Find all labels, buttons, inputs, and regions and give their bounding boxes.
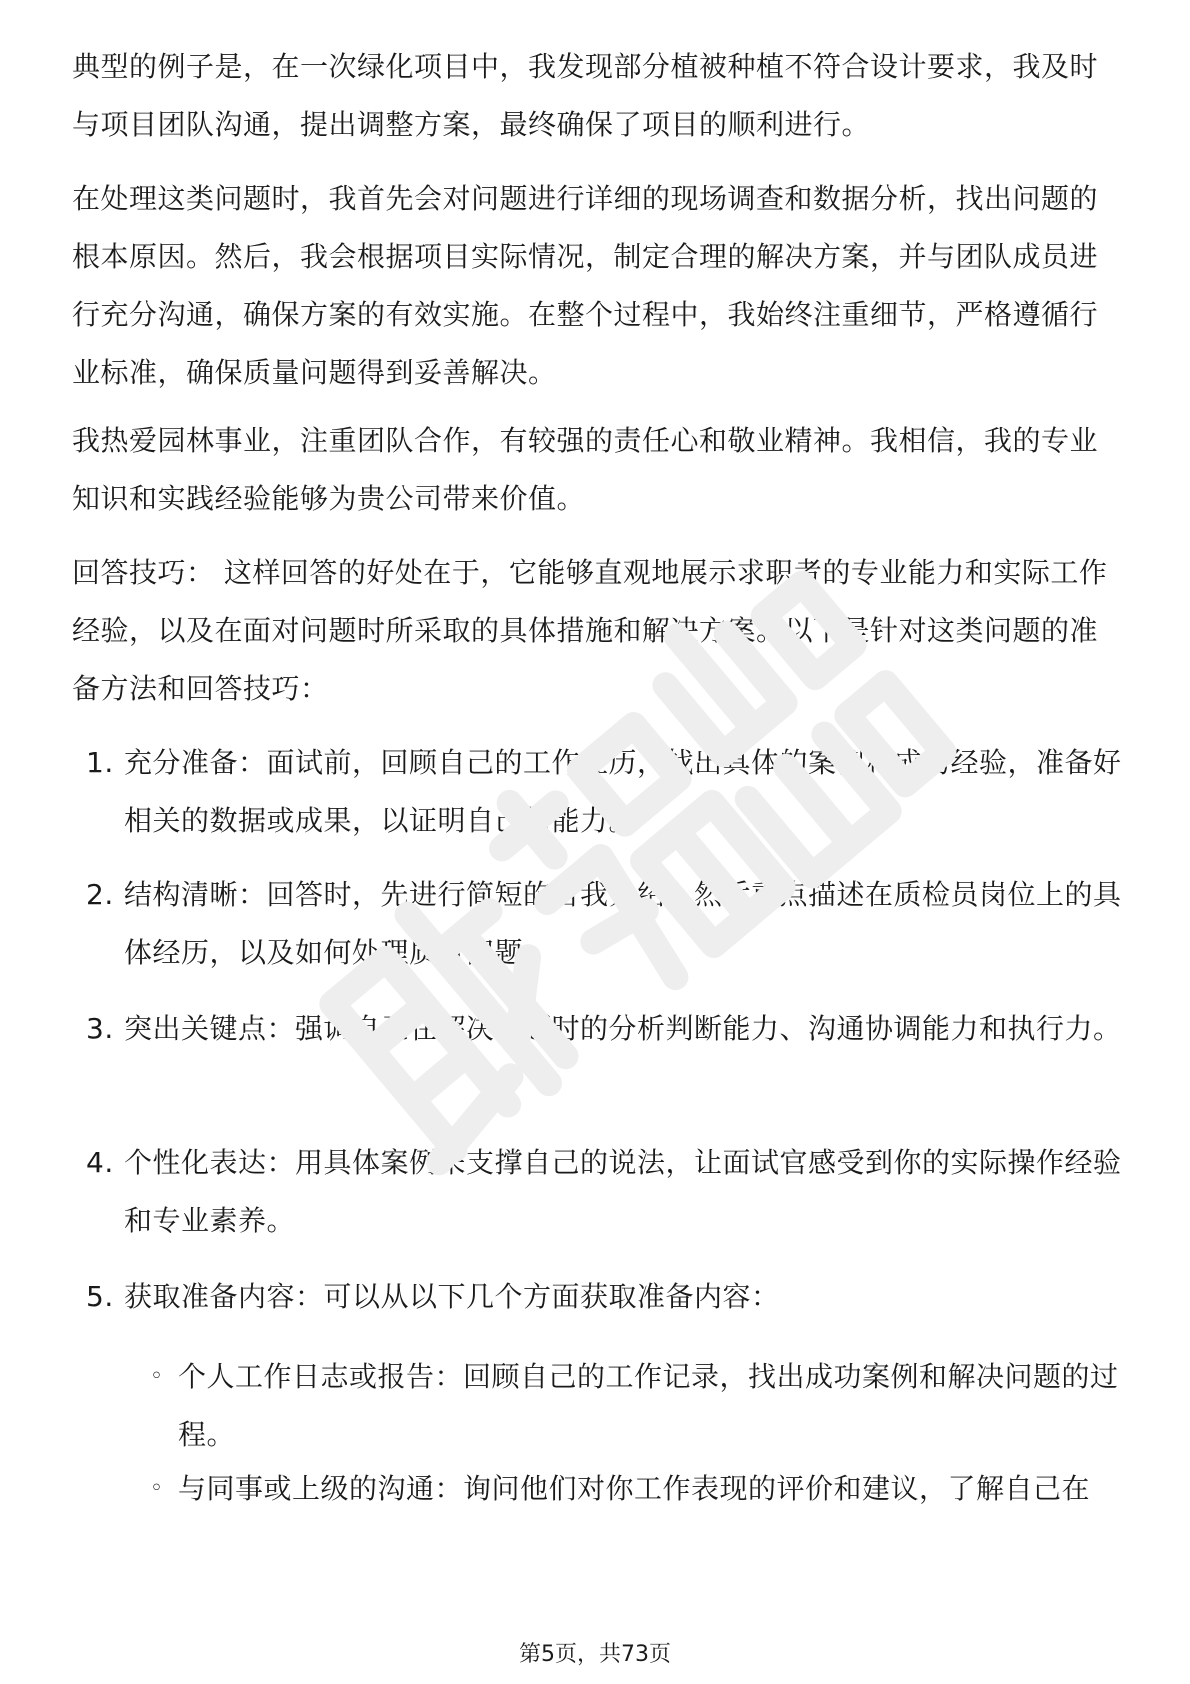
list-item — [72, 1268, 1122, 1326]
list-item — [72, 866, 1122, 982]
page-number-footer: 第5页，共73页 — [519, 1642, 671, 1667]
list-item — [72, 734, 1122, 850]
list-item-number: 2. — [86, 878, 114, 911]
sub-list-item-text: 个人工作日志或报告：回顾自己的工作记录，找出成功案例和解决问题的过程。 — [178, 1360, 1119, 1451]
list-item-number: 5. — [86, 1280, 114, 1313]
list-item-text: 个性化表达：用具体案例来支撑自己的说法，让面试官感受到你的实际操作经验和专业素养。 — [124, 1146, 1122, 1237]
paragraph-example: 典型的例子是，在一次绿化项目中，我发现部分植被种植不符合设计要求，我及时与项目团队沟通，提出调整方案，最终确保了项目的顺利进行。 — [72, 50, 1099, 141]
sub-list-item — [150, 1348, 1122, 1464]
list-item-text: 突出关键点：强调自己在解决问题时的分析判断能力、沟通协调能力和执行力。 — [124, 1012, 1122, 1045]
sub-list-item-text: 与同事或上级的沟通：询问他们对你工作表现的评价和建议，了解自己在 — [178, 1472, 1091, 1505]
paragraph-approach: 在处理这类问题时，我首先会对问题进行详细的现场调查和数据分析，找出问题的根本原因。然后，我会根据项目实际情况，制定合理的解决方案，并与团队成员进行充分沟通，确保方案的有效实施。在整个过程中，我始终注重细节，严格遵循行业标准，确保质量问题得到妥善解决。 — [72, 182, 1099, 389]
paragraph-answer-tips: 回答技巧： 这样回答的好处在于，它能够直观地展示求职者的专业能力和实际工作经验，以及在面对问题时所采取的具体措施和解决方案。以下是针对这类问题的准备方法和回答技巧： — [72, 556, 1108, 705]
list-item-number: 1. — [86, 746, 114, 779]
paragraph-closing: 我热爱园林事业，注重团队合作，有较强的责任心和敬业精神。我相信，我的专业知识和实践经验能够为贵公司带来价值。 — [72, 424, 1099, 515]
list-item — [72, 1134, 1122, 1250]
list-item-number: 3. — [86, 1012, 114, 1045]
list-item-text: 获取准备内容：可以从以下几个方面获取准备内容： — [124, 1280, 780, 1313]
list-item — [72, 1000, 1122, 1058]
list-item-text: 结构清晰：回答时，先进行简短的自我介绍，然后重点描述在质检员岗位上的具体经历，以及如何处理质量问题。 — [124, 878, 1122, 969]
list-item-text: 充分准备：面试前，回顾自己的工作经历，找出具体的案例和成功经验，准备好相关的数据或成果，以证明自己的能力。 — [124, 746, 1122, 837]
hollow-bullet-icon: ◦ — [150, 1476, 164, 1501]
sub-list-item — [150, 1460, 1122, 1518]
list-item-number: 4. — [86, 1146, 114, 1179]
hollow-bullet-icon: ◦ — [150, 1364, 164, 1389]
